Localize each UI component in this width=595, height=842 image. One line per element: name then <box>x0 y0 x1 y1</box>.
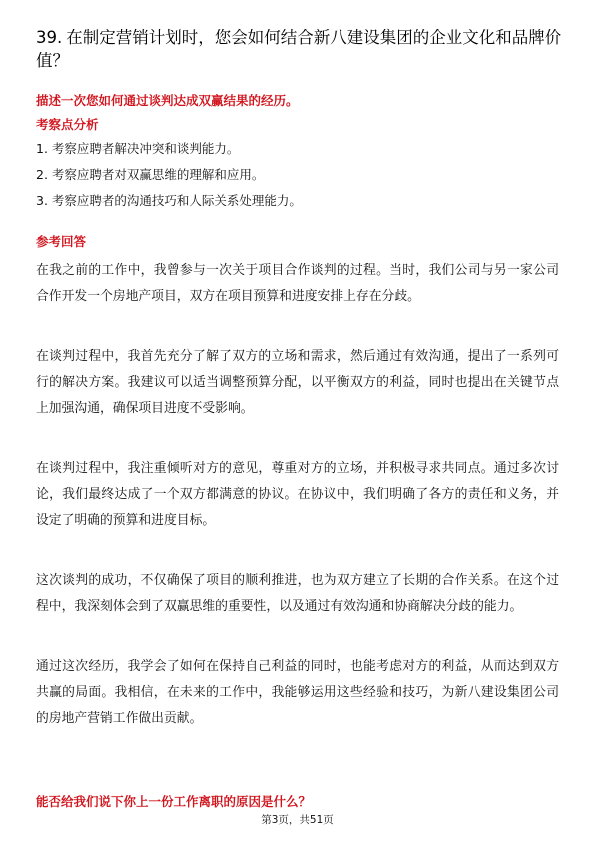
answer-paragraph-4: 这次谈判的成功，不仅确保了项目的顺利推进，也为双方建立了长期的合作关系。在这个过程中，我深刻体会到了双赢思维的重要性，以及通过有效沟通和协商解决分歧的能力。 <box>36 573 559 614</box>
next-question: 能否给我们说下你上一份工作离职的原因是什么？ <box>36 794 312 809</box>
analysis-item-2: 2. 考察应聘者对双赢思维的理解和应用。 <box>36 167 265 182</box>
question-number: 39. <box>36 28 63 47</box>
page-footer: 第3页，共51页 <box>261 814 334 826</box>
answer-paragraph-3: 在谈判过程中，我注重倾听对方的意见，尊重对方的立场，并积极寻求共同点。通过多次讨论，我们最终达成了一个双方都满意的协议。在协议中，我们明确了各方的责任和义务，并设定了明确的预算和进度目标。 <box>36 461 559 528</box>
analysis-item-3: 3. 考察应聘者的沟通技巧和人际关系处理能力。 <box>36 193 302 208</box>
question-title <box>36 26 566 72</box>
analysis-item-1: 1. 考察应聘者解决冲突和谈判能力。 <box>36 141 240 156</box>
analysis-heading: 考察点分析 <box>36 117 99 132</box>
reference-answer <box>36 258 559 766</box>
sub-question: 描述一次您如何通过谈判达成双赢结果的经历。 <box>36 93 299 108</box>
answer-paragraph-1: 在我之前的工作中，我曾参与一次关于项目合作谈判的过程。当时，我们公司与另一家公司合作开发一个房地产项目，双方在项目预算和进度安排上存在分歧。 <box>36 263 559 304</box>
question-text: 在制定营销计划时，您会如何结合新八建设集团的企业文化和品牌价值？ <box>36 28 562 70</box>
reference-heading: 参考回答 <box>36 234 87 249</box>
analysis-list <box>36 140 566 218</box>
answer-paragraph-5: 通过这次经历，我学会了如何在保持自己利益的同时，也能考虑对方的利益，从而达到双方共赢的局面。我相信，在未来的工作中，我能够运用这些经验和技巧，为新八建设集团公司的房地产营销工作做出贡献。 <box>36 659 559 726</box>
answer-paragraph-2: 在谈判过程中，我首先充分了解了双方的立场和需求，然后通过有效沟通，提出了一系列可行的解决方案。我建议可以适当调整预算分配，以平衡双方的利益，同时也提出在关键节点上加强沟通，确保项目进度不受影响。 <box>36 349 559 416</box>
